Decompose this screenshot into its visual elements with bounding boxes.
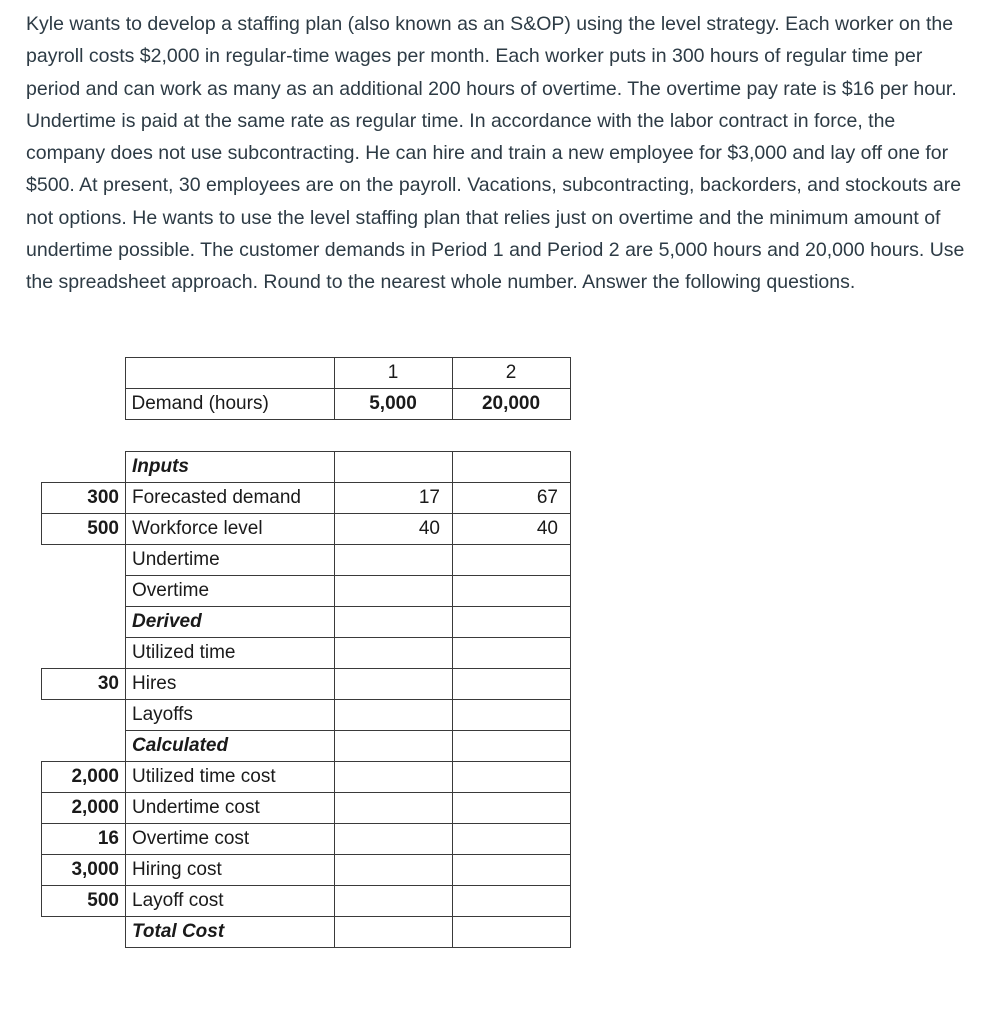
row-label: Undertime cost	[126, 793, 335, 824]
param-value: 2,000	[42, 762, 126, 793]
demand-period-1: 5,000	[334, 389, 452, 420]
period-2-value	[453, 855, 571, 886]
utilized-time-row	[42, 638, 571, 669]
period-1-value	[335, 576, 453, 607]
period-1-value	[335, 886, 453, 917]
period-2-value	[453, 917, 571, 948]
row-label: Forecasted demand	[126, 483, 335, 514]
param-value: 16	[42, 824, 126, 855]
row-label: Undertime	[126, 545, 335, 576]
derived-heading: Derived	[126, 607, 335, 638]
hiring-cost-row	[42, 855, 571, 886]
overtime-row	[42, 576, 571, 607]
undertime-row	[42, 545, 571, 576]
demand-row	[41, 389, 570, 420]
cell	[335, 607, 453, 638]
param-value: 300	[42, 483, 126, 514]
total-cost-label: Total Cost	[126, 917, 335, 948]
demand-label: Demand (hours)	[125, 389, 334, 420]
layoff-cost-row	[42, 886, 571, 917]
empty-cell	[41, 358, 125, 389]
row-label: Layoffs	[126, 700, 335, 731]
row-label: Workforce level	[126, 514, 335, 545]
period-2-value	[453, 700, 571, 731]
param-value: 30	[42, 669, 126, 700]
period-1-value	[335, 545, 453, 576]
calculated-heading-row	[42, 731, 571, 762]
row-label: Overtime cost	[126, 824, 335, 855]
forecasted-demand-row	[42, 483, 571, 514]
cell	[453, 452, 571, 483]
row-label: Utilized time cost	[126, 762, 335, 793]
overtime-cost-row	[42, 824, 571, 855]
param-value: 3,000	[42, 855, 126, 886]
workforce-level-row	[42, 514, 571, 545]
period-1-value	[335, 793, 453, 824]
row-label: Utilized time	[126, 638, 335, 669]
period-2-value	[453, 576, 571, 607]
period-2-value	[453, 886, 571, 917]
period-2-value	[453, 669, 571, 700]
period-2-value: 67	[453, 483, 571, 514]
staffing-plan-table	[41, 451, 571, 948]
period-1-value	[335, 824, 453, 855]
period-2-value	[453, 824, 571, 855]
row-label: Hiring cost	[126, 855, 335, 886]
period-1-header: 1	[334, 358, 452, 389]
cell	[453, 607, 571, 638]
period-2-value	[453, 638, 571, 669]
hires-row	[42, 669, 571, 700]
undertime-cost-row	[42, 793, 571, 824]
period-header-row	[41, 358, 570, 389]
derived-heading-row	[42, 607, 571, 638]
period-1-value	[335, 700, 453, 731]
period-2-value	[453, 762, 571, 793]
demand-table	[41, 357, 571, 420]
period-1-value	[335, 855, 453, 886]
param-value: 2,000	[42, 793, 126, 824]
period-1-value	[335, 638, 453, 669]
empty-header-cell	[125, 358, 334, 389]
total-cost-row	[42, 917, 571, 948]
param-value: 500	[42, 514, 126, 545]
problem-statement: Kyle wants to develop a staffing plan (also known as an S&OP) using the level strategy. Each worker on the payroll costs $2,000 in regular-time wages per month. Each worker puts in 300 hours of regular time per period and can work as many as an additional 200 hours of overtime. The overtime pay rate is $16 per hour. Undertime is paid at the same rate as regular time. In accordance with the labor contract in force, the company does not use subcontracting. He can hire and train a new employee for $3,000 and lay off one for $500. At present, 30 employees are on the payroll. Vacations, subcontracting, backorders, and stockouts are not options. He wants to use the level staffing plan that relies just on overtime and the minimum amount of undertime possible. The customer demands in Period 1 and Period 2 are 5,000 hours and 20,000 hours. Use the spreadsheet approach. Round to the nearest whole number. Answer the following questions.	[26, 13, 965, 294]
cell	[453, 731, 571, 762]
period-2-value	[453, 793, 571, 824]
inputs-heading: Inputs	[126, 452, 335, 483]
cell	[335, 452, 453, 483]
cell	[335, 731, 453, 762]
utilized-time-cost-row	[42, 762, 571, 793]
period-2-header: 2	[452, 358, 570, 389]
row-label: Overtime	[126, 576, 335, 607]
period-2-value	[453, 545, 571, 576]
demand-period-2: 20,000	[452, 389, 570, 420]
period-2-value: 40	[453, 514, 571, 545]
period-1-value: 17	[335, 483, 453, 514]
empty-cell	[41, 389, 125, 420]
row-label: Hires	[126, 669, 335, 700]
inputs-heading-row	[42, 452, 571, 483]
layoffs-row	[42, 700, 571, 731]
period-1-value	[335, 917, 453, 948]
row-label: Layoff cost	[126, 886, 335, 917]
period-1-value: 40	[335, 514, 453, 545]
param-value: 500	[42, 886, 126, 917]
period-1-value	[335, 762, 453, 793]
period-1-value	[335, 669, 453, 700]
calculated-heading: Calculated	[126, 731, 335, 762]
